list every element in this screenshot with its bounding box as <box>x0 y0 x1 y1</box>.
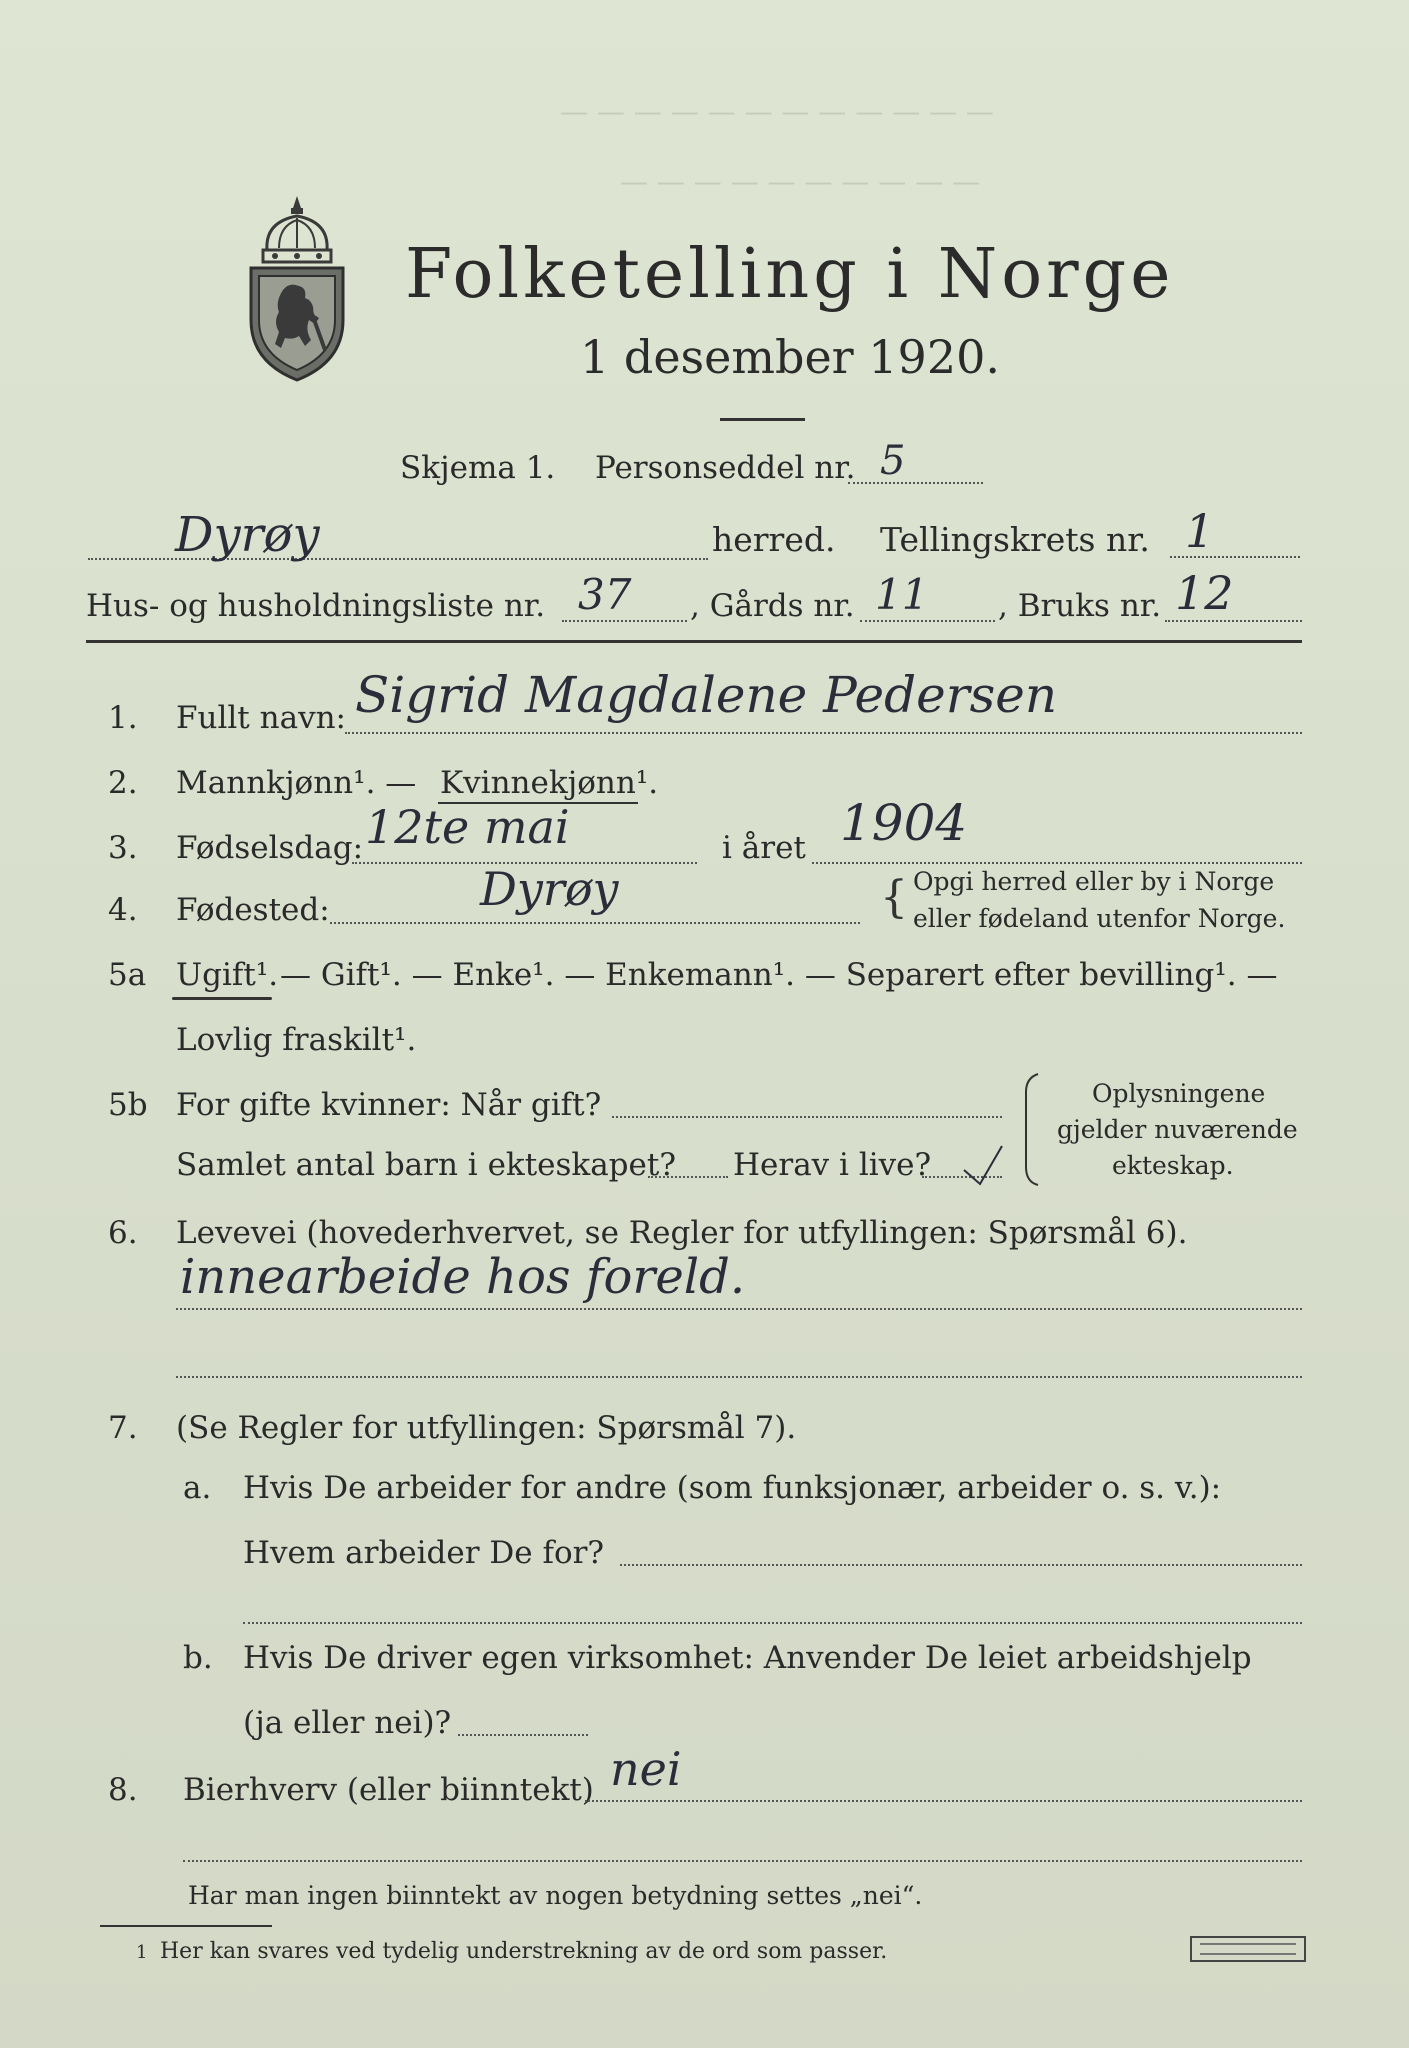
q5b-note-1: Oplysningene <box>1092 1079 1266 1108</box>
q8-line-2 <box>183 1860 1302 1862</box>
q5b-number: 5b <box>108 1087 148 1123</box>
q7b-letter: b. <box>183 1640 213 1676</box>
q8-label: Bierhverv (eller biinntekt) <box>183 1772 594 1808</box>
q2-number: 2. <box>108 765 138 801</box>
personseddel-label: Personseddel nr. <box>595 450 856 486</box>
form-subtitle: 1 desember 1920. <box>580 330 1000 384</box>
q5a-options: — Gift¹. — Enke¹. — Enkemann¹. — Separert efter bevilling¹. — <box>280 957 1278 993</box>
gards-line <box>860 620 995 622</box>
herred-label: herred. <box>712 520 836 559</box>
printer-stamp <box>1190 1936 1306 1962</box>
q5b-check-mark <box>960 1140 1010 1190</box>
q7a-text: Hvis De arbeider for andre (som funksjonær, arbeider o. s. v.): <box>243 1470 1222 1506</box>
footnote-text: Her kan svares ved tydelig understrekning av de ord som passer. <box>160 1939 888 1964</box>
q6-value: innearbeide hos foreld. <box>180 1249 746 1305</box>
personseddel-line <box>848 482 983 484</box>
q4-line <box>330 922 860 924</box>
q5a-number: 5a <box>108 957 147 993</box>
q3-year-label: i året <box>722 830 806 866</box>
q4-value: Dyrøy <box>480 862 619 916</box>
q8-number: 8. <box>108 1772 138 1808</box>
husliste-label: Hus- og husholdningsliste nr. <box>86 588 546 624</box>
q5b-bracket <box>1022 1072 1042 1187</box>
bruks-line <box>1165 620 1302 622</box>
q7b-line2: (ja eller nei)? <box>243 1705 452 1741</box>
q1-number: 1. <box>108 700 138 736</box>
bruks-label: , Bruks nr. <box>998 588 1162 624</box>
husliste-line <box>562 620 687 622</box>
q3-year-value: 1904 <box>840 794 968 852</box>
q1-line <box>345 732 1302 734</box>
q5b-note-2: gjelder nuværende <box>1057 1115 1298 1144</box>
footnote-mark: 1 <box>136 1942 148 1963</box>
gards-label: , Gårds nr. <box>690 588 855 624</box>
q5b-gift-line <box>612 1116 1002 1118</box>
q2-kvinne: Kvinnekjønn¹. <box>440 765 659 801</box>
q8-value: nei <box>610 1742 682 1796</box>
q5b-barn-line <box>648 1176 728 1178</box>
q7b-line <box>458 1734 588 1736</box>
q2-mann: Mannkjønn¹. — <box>176 765 417 801</box>
norwegian-lion-crest-icon <box>245 190 350 385</box>
herred-value: Dyrøy <box>175 507 320 563</box>
form-title: Folketelling i Norge <box>405 235 1175 314</box>
q5a-line2: Lovlig fraskilt¹. <box>176 1022 417 1058</box>
q6-number: 6. <box>108 1215 138 1251</box>
q7a-line2: Hvem arbeider De for? <box>243 1535 605 1571</box>
personseddel-value: 5 <box>880 438 906 484</box>
husliste-value: 37 <box>578 570 632 619</box>
q5b-herav: Herav i live? <box>733 1147 932 1183</box>
q7a-letter: a. <box>183 1470 212 1506</box>
q5b-line2: Samlet antal barn i ekteskapet? <box>176 1147 676 1183</box>
q6-line-2 <box>176 1376 1302 1378</box>
q6-line-1 <box>176 1308 1302 1310</box>
skjema-label: Skjema 1. <box>400 450 556 486</box>
q4-brace: { <box>880 872 908 923</box>
q4-number: 4. <box>108 892 138 928</box>
q5a-ugift: Ugift¹. <box>176 957 279 993</box>
q3-label: Fødselsdag: <box>176 830 364 866</box>
q7a-line-2 <box>243 1622 1302 1624</box>
footer-note: Har man ingen biinntekt av nogen betydning settes „nei“. <box>188 1881 923 1910</box>
q5a-ugift-underline <box>172 997 272 1000</box>
q7-number: 7. <box>108 1410 138 1446</box>
q1-value: Sigrid Magdalene Pedersen <box>355 666 1058 724</box>
q7-label: (Se Regler for utfyllingen: Spørsmål 7). <box>176 1410 797 1446</box>
q3-number: 3. <box>108 830 138 866</box>
title-divider <box>720 418 805 421</box>
q3-value: 12te mai <box>365 800 570 854</box>
q4-note-1: Opgi herred eller by i Norge <box>913 867 1275 896</box>
q5b-note-3: ekteskap. <box>1112 1151 1234 1180</box>
q4-label: Fødested: <box>176 892 330 928</box>
q8-line <box>585 1800 1302 1802</box>
bleed-through-text: — — — — — — — — — — — — <box>560 95 994 128</box>
tellingskrets-value: 1 <box>1185 504 1215 558</box>
gards-value: 11 <box>875 570 929 619</box>
q7a-line <box>620 1564 1302 1566</box>
q3-year-line <box>812 862 1302 864</box>
q5b-label: For gifte kvinner: Når gift? <box>176 1087 602 1123</box>
q7b-text: Hvis De driver egen virksomhet: Anvender De leiet arbeidshjelp <box>243 1640 1252 1676</box>
q6-label: Levevei (hovederhvervet, se Regler for utfyllingen: Spørsmål 6). <box>176 1215 1188 1251</box>
header-divider <box>86 640 1302 643</box>
bleed-through-text: — — — — — — — — — — <box>620 165 981 198</box>
footnote-divider <box>100 1925 272 1927</box>
tellingskrets-label: Tellingskrets nr. <box>880 520 1150 559</box>
q4-note-2: eller fødeland utenfor Norge. <box>913 904 1286 933</box>
q1-label: Fullt navn: <box>176 700 346 736</box>
bruks-value: 12 <box>1175 566 1234 620</box>
